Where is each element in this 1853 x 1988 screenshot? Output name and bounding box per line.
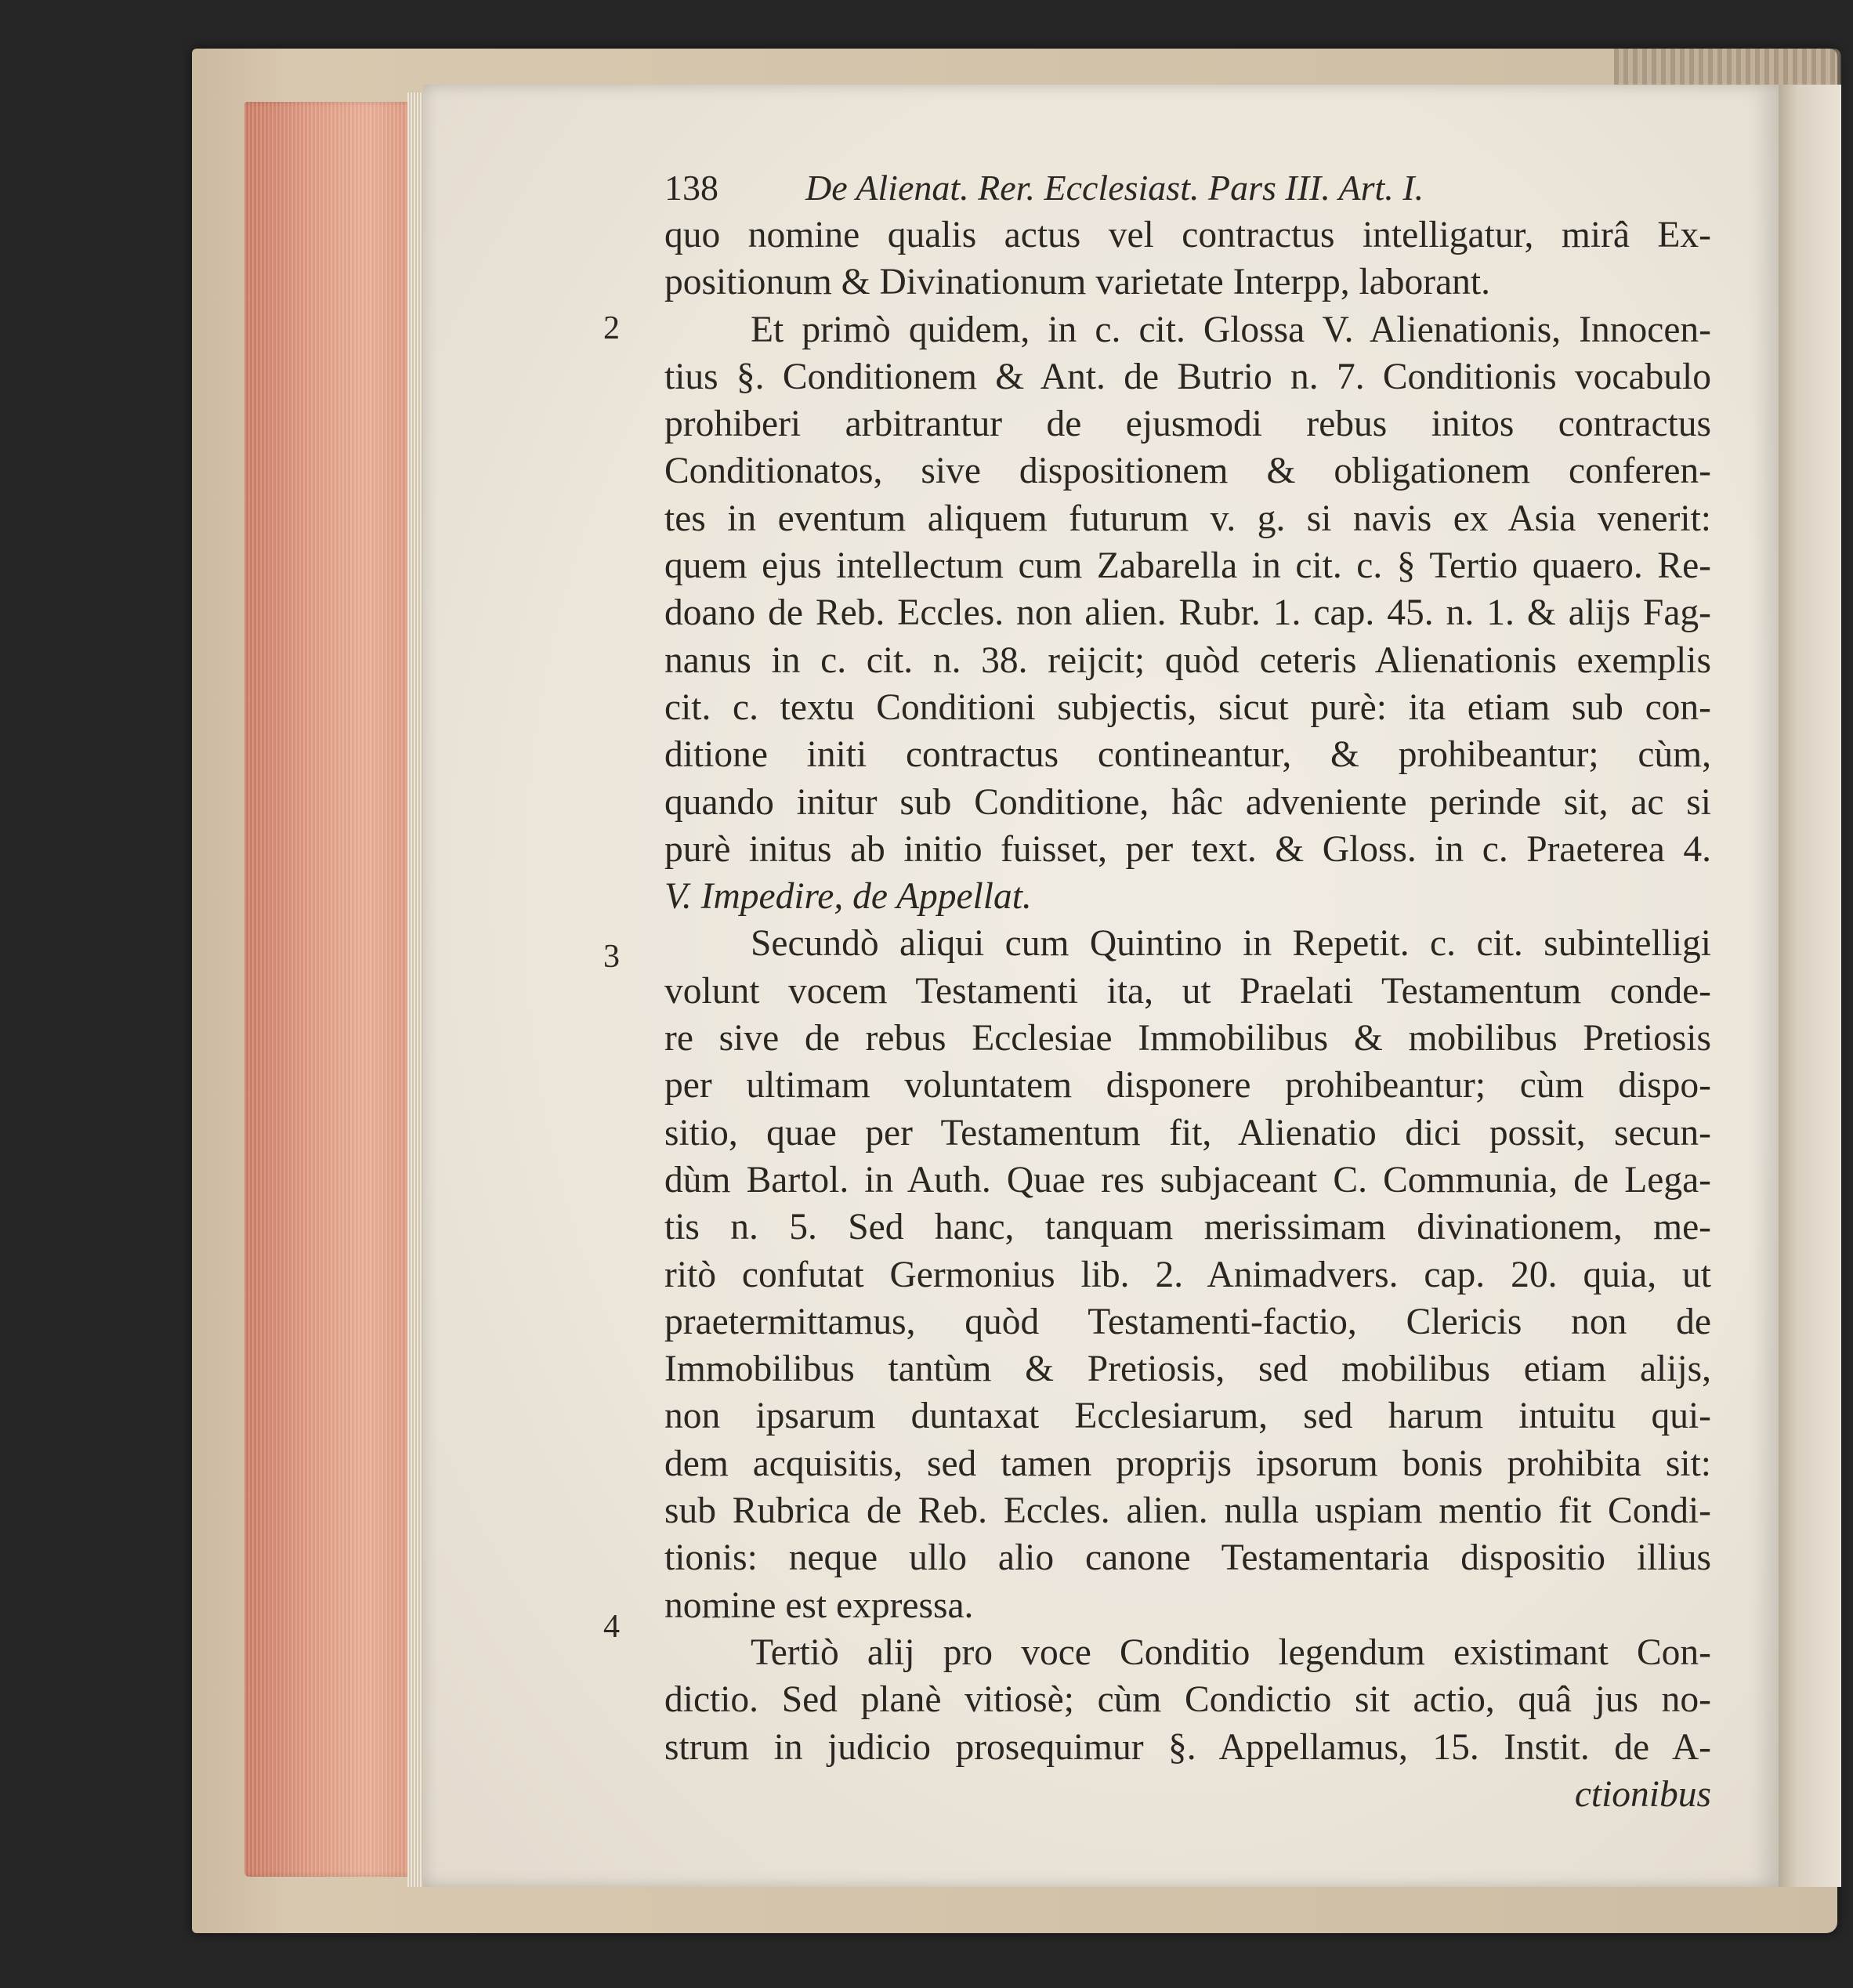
text-line: Tertiò alij pro voce Conditio legendum existimant Con- [751, 1631, 1711, 1673]
text-line: per ultimam voluntatem disponere prohibeantur; cùm dispo- [664, 1065, 1711, 1106]
text-line: dictio. Sed planè vitiosè; cùm Condictio sit actio, quâ jus no- [664, 1679, 1711, 1721]
text-line: Immobilibus tantùm & Pretiosis, sed mobilibus etiam alijs, [664, 1349, 1711, 1390]
text-block [664, 165, 1711, 1818]
running-head [664, 165, 1711, 212]
text-line: Et primò quidem, in c. cit. Glossa V. Alienationis, Innocen- [751, 309, 1711, 350]
text-line: quo nomine qualis actus vel contractus intelligatur, mirâ Ex- [664, 215, 1711, 255]
text-line: tes in eventum aliquem futurum v. g. si navis ex Asia venerit: [664, 498, 1711, 539]
text-line: ditione initi contractus contineantur, & prohibeantur; cùm, [664, 734, 1711, 776]
text-line: dùm Bartol. in Auth. Quae res subjaceant C. Communia, de Lega- [664, 1159, 1711, 1200]
text-line: Conditionatos, sive dispositionem & obligationem conferen- [664, 451, 1711, 492]
margin-number: 3 [603, 939, 620, 975]
text-line: tius §. Conditionem & Ant. de Butrio n. 7. Conditionis vocabulo [664, 356, 1711, 397]
running-title: De Alienat. Rer. Ecclesiast. Pars III. Art. I. [805, 168, 1424, 208]
margin-number: 4 [603, 1609, 620, 1645]
text-line: doano de Reb. Eccles. non alien. Rubr. 1. cap. 45. n. 1. & alijs Fag- [664, 592, 1711, 634]
text-line: tis n. 5. Sed hanc, tanquam merissimam divinationem, me- [664, 1207, 1711, 1248]
text-line: re sive de rebus Ecclesiae Immobilibus & mobilibus Pretiosis [664, 1018, 1711, 1059]
text-line: quando initur sub Conditione, hâc adveniente perinde sit, ac si [664, 781, 1711, 823]
text-line: sitio, quae per Testamentum fit, Alienatio dici possit, secun- [664, 1112, 1711, 1153]
text-line: positionum & Divinationum varietate Interpp, laborant. [664, 262, 1490, 303]
text-line: prohiberi arbitrantur de ejusmodi rebus initos contractus [664, 404, 1711, 445]
text-line: nomine est expressa. [664, 1584, 974, 1626]
text-line: Secundò aliqui cum Quintino in Repetit. c. cit. subintelligi [751, 923, 1711, 965]
text-line: praetermittamus, quòd Testamenti-factio, Clericis non de [664, 1301, 1711, 1342]
text-line: strum in judicio prosequimur §. Appellamus, 15. Instit. de A- [664, 1726, 1711, 1768]
text-line: cit. c. textu Conditioni subjectis, sicut purè: ita etiam sub con- [664, 686, 1711, 728]
text-line: dem acquisitis, sed tamen proprijs ipsorum bonis prohibita sit: [664, 1443, 1711, 1484]
margin-number: 2 [603, 310, 620, 346]
text-line: non ipsarum duntaxat Ecclesiarum, sed harum intuitu qui- [664, 1396, 1711, 1437]
text-line: purè initus ab initio fuisset, per text. & Gloss. in c. Praeterea 4. [664, 828, 1711, 870]
text-line: nanus in c. cit. n. 38. reijcit; quòd ceteris Alienationis exemplis [664, 639, 1711, 681]
text-line: volunt vocem Testamenti ita, ut Praelati Testamentum conde- [664, 970, 1711, 1012]
page-number: 138 [664, 168, 718, 208]
catchword: ctionibus [1574, 1773, 1711, 1815]
page-edges [244, 102, 425, 1877]
page-edges-inner [407, 92, 425, 1887]
text-line: ritò confutat Germonius lib. 2. Animadvers. cap. 20. quia, ut [664, 1254, 1711, 1295]
text-line: tionis: neque ullo alio canone Testamentaria dispositio illius [664, 1537, 1711, 1579]
text-line: sub Rubrica de Reb. Eccles. alien. nulla uspiam mentio fit Condi- [664, 1490, 1711, 1532]
page-gutter [1779, 85, 1841, 1887]
text-line: quem ejus intellectum cum Zabarella in cit. c. § Tertio quaero. Re- [664, 545, 1711, 587]
text-line: V. Impedire, de Appellat. [664, 876, 1032, 918]
